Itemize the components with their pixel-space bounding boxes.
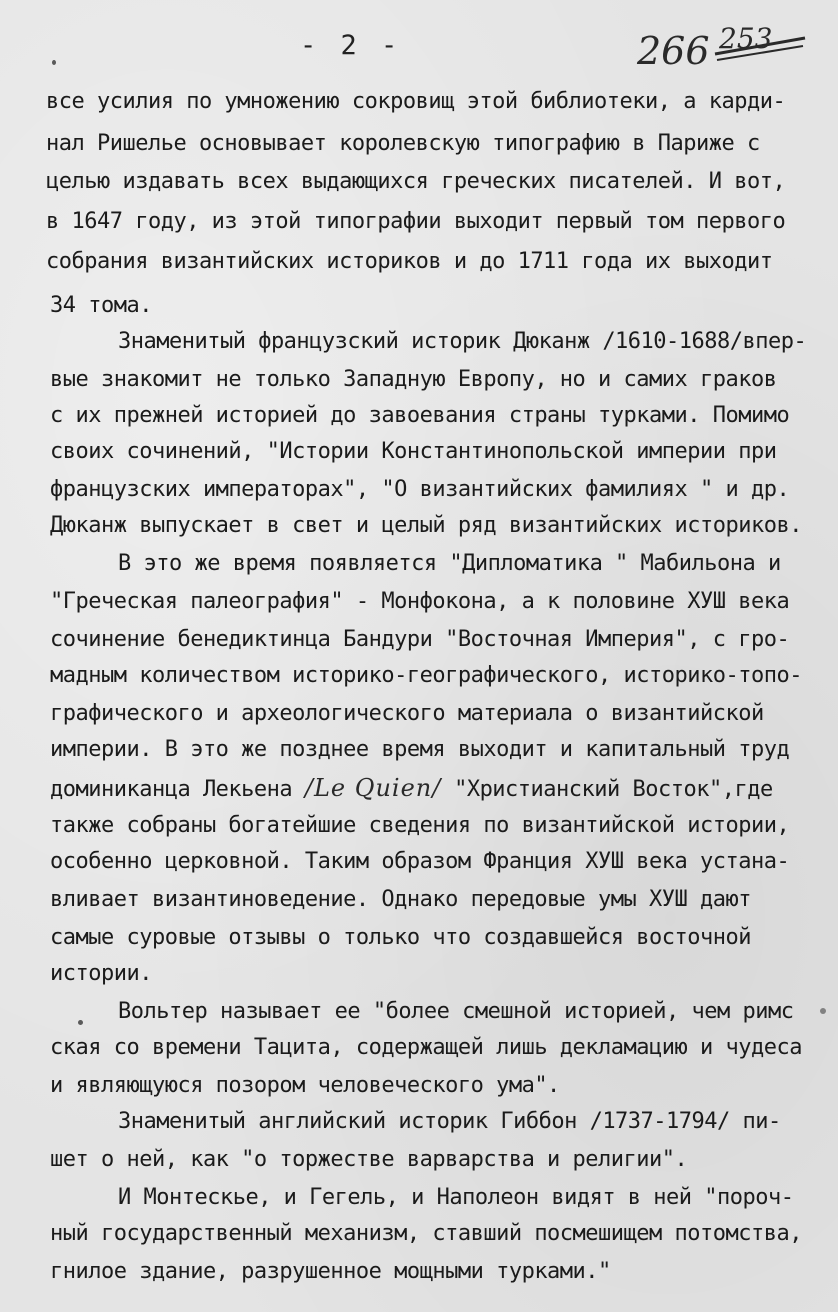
text-line: своих сочинений, "Истории Константинопольской империи при	[50, 439, 777, 464]
text-line: шет о ней, как "о торжестве варварства и религии".	[50, 1147, 688, 1172]
text-line: французских императорах", "О византийских фамилиях " и др.	[50, 477, 790, 502]
text-line: графического и археологического материала о византийской	[50, 701, 764, 726]
text-line: 34 тома.	[50, 293, 152, 318]
archive-number-drawing	[635, 16, 815, 76]
text-line: вливает византиноведение. Однако передовые умы ХУШ дают	[50, 887, 751, 912]
text-line: "Греческая палеография" - Монфокона, а к половине ХУШ века	[50, 589, 790, 614]
handwritten-insert: /Le Quien/	[304, 774, 442, 802]
scan-speck	[820, 1008, 826, 1014]
text-line: собрания византийских историков и до 1711 года их выходит	[46, 249, 773, 274]
text-line: сочинение бенедиктинца Бандури "Восточная Империя", с гро-	[50, 627, 790, 652]
text-line: Дюканж выпускает в свет и целый ряд византийских историков.	[50, 513, 802, 538]
page-number: - 2 -	[300, 30, 402, 61]
text-fragment: "Христианский Восток",где	[441, 777, 773, 802]
text-line: Знаменитый французский историк Дюканж /1610-1688/впер-	[118, 329, 807, 354]
text-line: вые знакомит не только Западную Европу, но и самих граков	[50, 367, 777, 392]
text-line: империи. В это же позднее время выходит и капитальный труд	[50, 737, 790, 762]
archive-number-struck: 253	[719, 22, 773, 55]
text-line: нал Ришелье основывает королевскую типографию в Париже с	[46, 131, 760, 156]
text-line: также собраны богатейшие сведения по византийской истории,	[50, 813, 790, 838]
scan-speck	[52, 60, 56, 65]
text-line: целью издавать всех выдающихся греческих писателей. И вот,	[46, 169, 786, 194]
text-line: с их прежней историей до завоевания страны турками. Помимо	[50, 403, 790, 428]
text-line: особенно церковной. Таким образом Франция ХУШ века устана-	[50, 849, 790, 874]
text-line: все усилия по умножению сокровищ этой библиотеки, а карди-	[46, 89, 786, 114]
text-line: истории.	[50, 961, 152, 986]
text-line: Знаменитый английский историк Гиббон /1737-1794/ пи-	[118, 1109, 781, 1134]
text-fragment: доминиканца Лекьена	[50, 777, 305, 802]
archive-number-current: 266	[637, 29, 710, 73]
text-line: мадным количеством историко-географического, историко-топо-	[50, 663, 802, 688]
text-line: Вольтер называет ее "более смешной историей, чем римс	[118, 999, 794, 1024]
scan-speck	[78, 1020, 83, 1025]
text-line: самые суровые отзывы о только что создавшейся восточной	[50, 925, 751, 950]
text-line: в 1647 году, из этой типографии выходит первый том первого	[46, 209, 786, 234]
text-line: И Монтескье, и Гегель, и Наполеон видят в ней "пороч-	[118, 1185, 794, 1210]
text-line: ская со времени Тацита, содержащей лишь декламацию и чудеса	[50, 1035, 802, 1060]
text-line: ный государственный механизм, ставший посмешищем потомства,	[50, 1221, 802, 1246]
handwritten-archive-number	[635, 16, 815, 76]
text-line: В это же время появляется "Дипломатика " Мабильона и	[118, 551, 781, 576]
text-line: и являющуюся позором человеческого ума".	[50, 1073, 560, 1098]
text-line-lekien	[50, 776, 773, 802]
text-line: гнилое здание, разрушенное мощными турками."	[50, 1259, 611, 1284]
